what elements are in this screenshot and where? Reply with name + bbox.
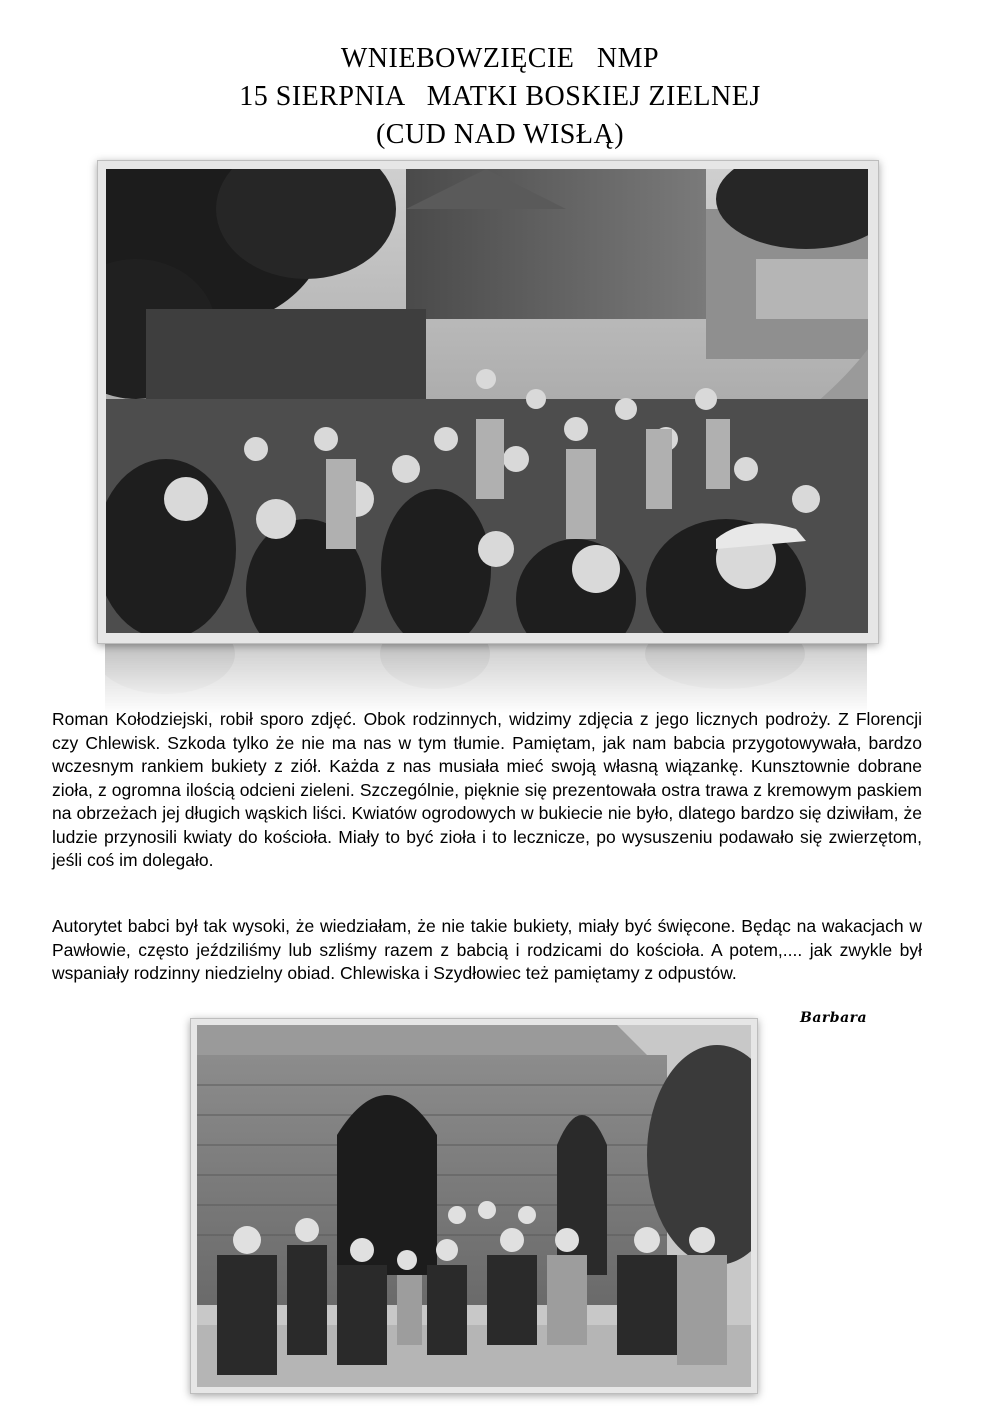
top-photo-reflection [105,644,867,714]
title-line-1: WNIEBOWZIĘCIE NMP [340,43,660,74]
title-line-3: (CUD NAD WISŁĄ) [375,119,625,150]
author-signature: Barbara [800,1010,868,1026]
page-title [0,40,1000,154]
title-line-2: 15 SIERPNIA MATKI BOSKIEJ ZIELNEJ [239,81,761,112]
top-photo [106,169,868,633]
bottom-photo [197,1025,751,1387]
church-gate-photo [197,1025,751,1387]
article-paragraph-2: Autorytet babci był tak wysoki, że wiedziałam, że nie takie bukiety, miały być święcone. Będąc na wakacjach w Pawłowie, często jeździliśmy lub szliśmy razem z babcią i rodzicami do kościoła. A potem,.... jak zwykle był wspaniały rodzinny niedzielny obiad. Chlewiska i Szydłowiec też pamiętamy z odpustów. [52,916,922,983]
crowd-stairs-photo [106,169,868,633]
article-paragraph-1: Roman Kołodziejski, robił sporo zdjęć. Obok rodzinnych, widzimy zdjęcia z jego licznych podroży. Z Florencji czy Chlewisk. Szkoda tylko że nie ma nas w tym tłumie. Pamiętam, jak nam babcia przygotowywała, bardzo wczesnym rankiem bukiety z ziół. Każda z nas musiała mieć swoją własną wiązankę. Kunsztownie dobrane zioła, z ogromna ilością odcieni zieleni. Szczególnie, pięknie się prezentowała ostra trawa z kremowym paskiem na obrzeżach jej długich wąskich liści. Kwiatów ogrodowych w bukiecie nie było, dlatego bardzo się dziwiłam, że ludzie przynosili kwiaty do kościoła. Miały to być zioła i to lecznicze, po wysuszeniu podawało się zwierzętom, jeśli coś im dolegało. [52,709,922,870]
top-photo-frame [97,160,879,644]
bottom-photo-frame [190,1018,758,1394]
